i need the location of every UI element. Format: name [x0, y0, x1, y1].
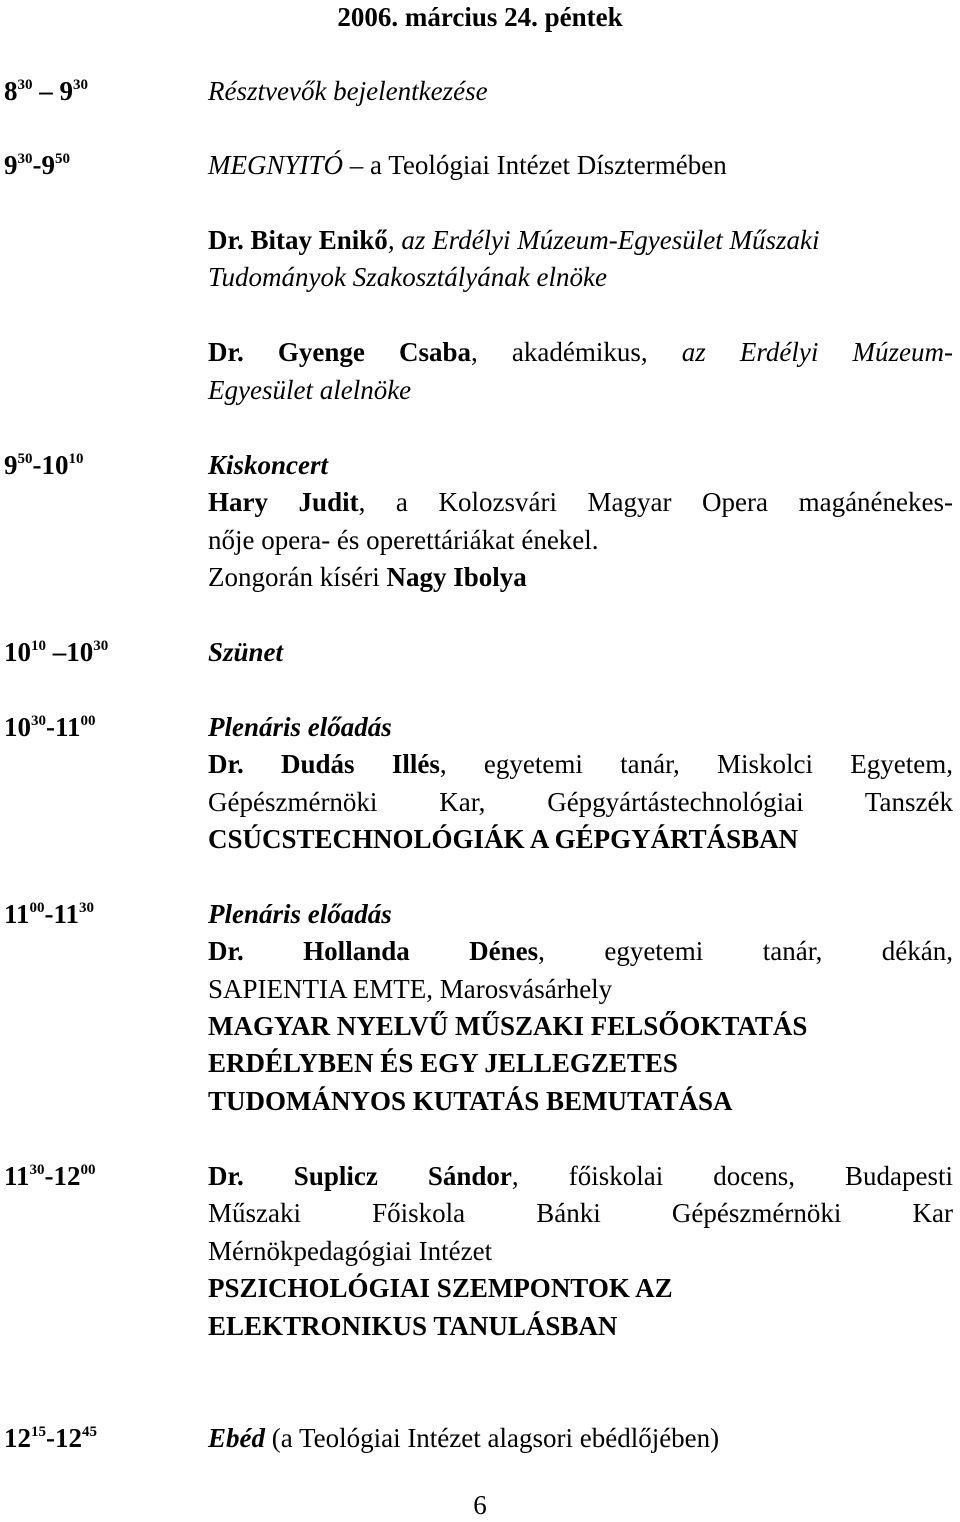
talk-affiliation: Műszaki Főiskola Bánki Gépészmérnöki Kar: [208, 1198, 953, 1228]
plenary-speaker: Dr. Hollanda Dénes, egyetemi tanár, dékán,: [208, 936, 954, 966]
talk-title: PSZICHOLÓGIAI SZEMPONTOK AZ: [208, 1273, 673, 1303]
break: Szünet: [208, 637, 284, 667]
plenary-title: TUDOMÁNYOS KUTATÁS BEMUTATÁSA: [208, 1086, 733, 1116]
talk-title: ELEKTRONIKUS TANULÁSBAN: [208, 1311, 618, 1341]
lunch: Ebéd (a Teológiai Intézet alagsori ebédlőjében): [208, 1423, 720, 1453]
concert-line: nője opera- és operettáriákat énekel.: [208, 525, 599, 555]
registration: Résztvevők bejelentkezése: [208, 76, 488, 106]
speaker-gyenge-role: Egyesület alelnöke: [208, 375, 412, 405]
speaker-bitay: Dr. Bitay Enikő, az Erdélyi Múzeum-Egyesület Műszaki: [208, 225, 820, 255]
time-slot: $9^{50}-10^{10}$: [4, 450, 84, 480]
speaker-bitay-role: Tudományok Szakosztályának elnöke: [208, 262, 607, 292]
plenary-affiliation: SAPIENTIA EMTE, Marosvásárhely: [208, 974, 613, 1004]
concert-line: Zongorán kíséri Nagy Ibolya: [208, 562, 527, 592]
time-slot: $8^{30} - 9^{30}$: [4, 76, 88, 106]
plenary-label: Plenáris előadás: [208, 899, 392, 929]
plenary-affiliation: Gépészmérnöki Kar, Gépgyártástechnológiai Tanszék: [208, 787, 953, 817]
plenary-title: MAGYAR NYELVŰ MŰSZAKI FELSŐOKTATÁS: [208, 1011, 808, 1041]
page-number: 6: [473, 1490, 487, 1520]
plenary-title: CSÚCSTECHNOLÓGIÁK A GÉPGYÁRTÁSBAN: [208, 824, 799, 854]
concert-title: Kiskoncert: [208, 450, 329, 480]
time-slot: $9^{30}-9^{50}$: [4, 150, 70, 180]
time-slot: $11^{30}-12^{00}$: [4, 1161, 96, 1191]
plenary-speaker: Dr. Dudás Illés, egyetemi tanár, Miskolci Egyetem,: [208, 749, 953, 779]
concert-line: Hary Judit, a Kolozsvári Magyar Opera magánénekes-: [208, 487, 954, 517]
plenary-title: ERDÉLYBEN ÉS EGY JELLEGZETES: [208, 1048, 678, 1078]
talk-affiliation: Mérnökpedagógiai Intézet: [208, 1236, 493, 1266]
opening: MEGNYITÓ – a Teológiai Intézet Dísztermében: [208, 150, 727, 180]
time-slot: $10^{10}$ $-10^{30}$: [4, 637, 109, 667]
time-slot: $11^{00}-11^{30}$: [4, 899, 95, 929]
time-slot: $10^{30}-11^{00}$: [4, 712, 96, 742]
speaker-gyenge: Dr. Gyenge Csaba, akadémikus, az Erdélyi Múzeum-: [208, 337, 954, 367]
plenary-label: Plenáris előadás: [208, 712, 392, 742]
page-title: 2006. március 24. péntek: [337, 2, 623, 32]
time-slot: $12^{15}-12^{45}$: [4, 1423, 97, 1453]
talk-speaker: Dr. Suplicz Sándor, főiskolai docens, Budapesti: [208, 1161, 953, 1191]
